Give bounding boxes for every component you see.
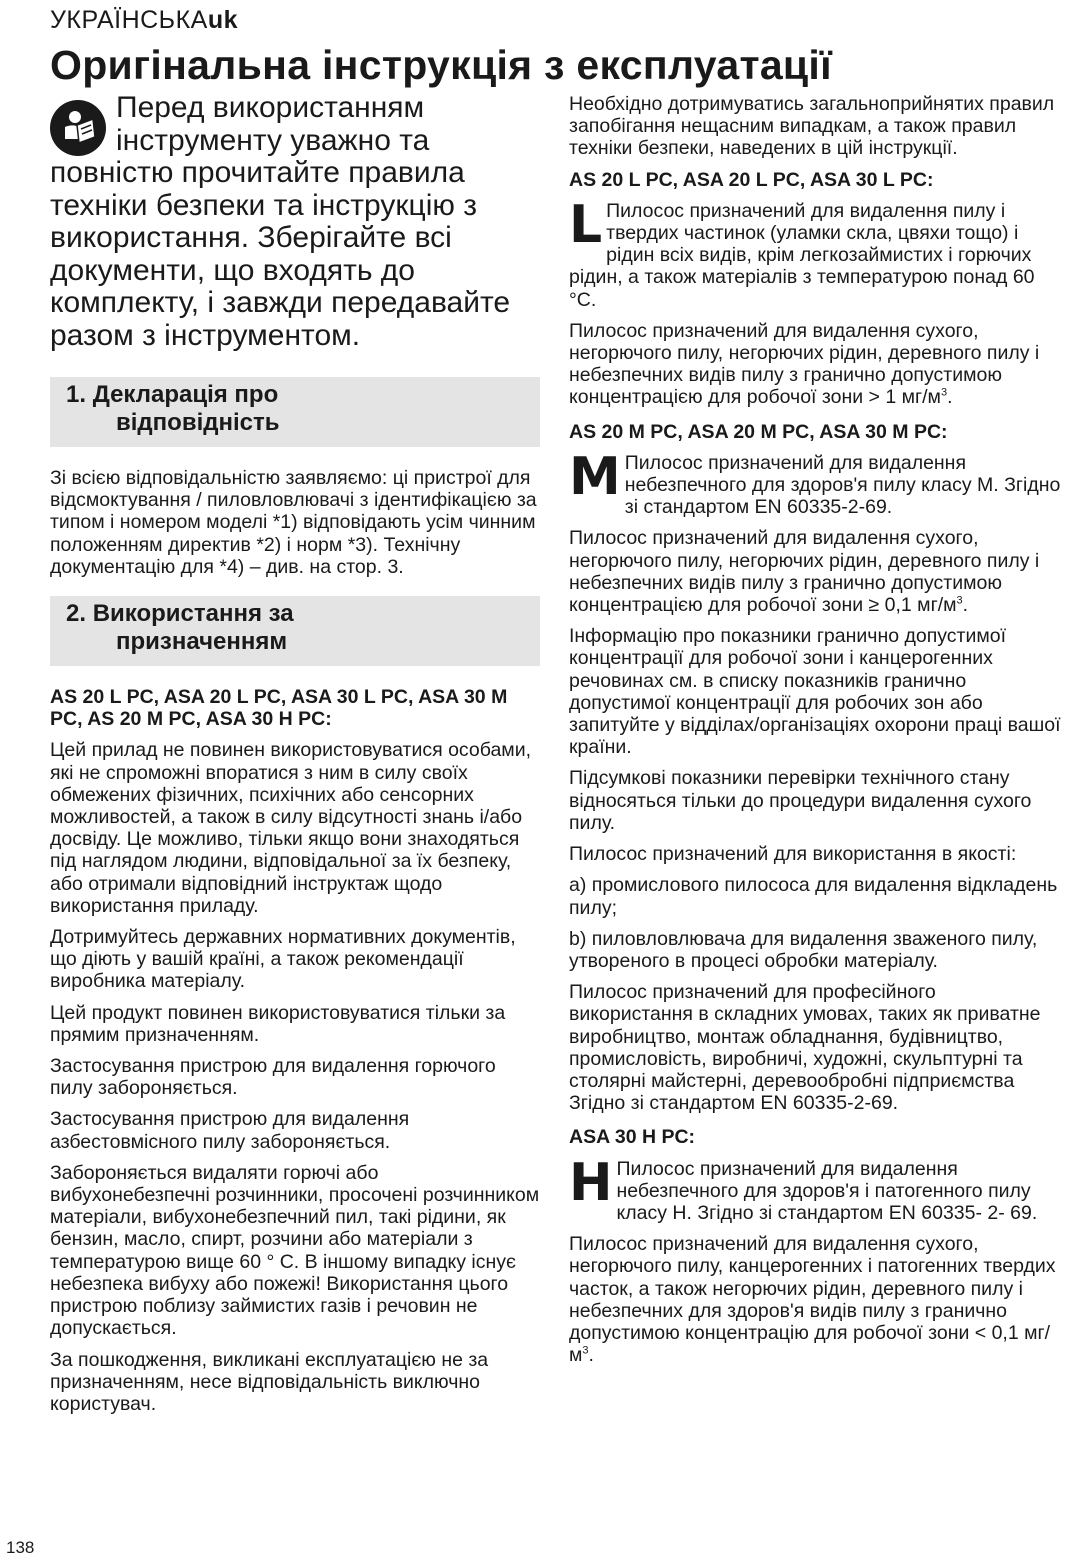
- class-m-text-4: Підсумкові показники перевірки технічного стану відносяться тільки до процедури видалення сухого пилу.: [569, 767, 1032, 834]
- section-1-number: 1.: [66, 381, 87, 408]
- dust-class-h-icon: H: [569, 1152, 613, 1213]
- class-l-heading: AS 20 L PC, ASA 20 L PC, ASA 30 L PC:: [569, 168, 934, 191]
- class-m-description: Пилосос призначений для видалення небезпечного для здоров'я пилу класу M. Згідно зі стандартом EN 60335-2-69.: [624, 451, 1061, 519]
- intro-text: Перед використанням інструменту уважно та повністю прочитайте правила техніки безпеки та інструкцію з використання. Зберігайте всі документи, що входять до комплекту, і завжди передавайте разом з інструментом.: [50, 91, 511, 352]
- language-header: [50, 6, 238, 35]
- section-2-heading: [50, 596, 540, 666]
- usage-paragraph: Цей прилад не повинен використовуватися особами, які не спроможні впоратися з ним в силу своїх обмежених фізичних, психічних або сенсорних можливостей, а також в силу відсутності знань і/або досвіду. Це можливо, тільки якщо вони знаходяться під наглядом людини, відповідальної за їх безпеку, або отримали відповідний інструктаж щодо використання приладу.: [50, 739, 532, 917]
- class-h-heading: ASA 30 H PC:: [569, 1126, 696, 1149]
- class-m-heading: AS 20 M PC, ASA 20 M PC, ASA 30 M PC:: [569, 420, 948, 443]
- section-2-number: 2.: [66, 600, 87, 628]
- class-m-text-8: Пилосос призначений для професійного використання в складних умовах, таких як приватне виробництво, монтаж обладнання, будівництво, промисловість, виробничі, художні, скульптурні та столярні майстерні, деревообробні підприємства Згідно зі стандартом EN 60335-2-69.: [569, 981, 1041, 1115]
- class-l-text: [569, 194, 1064, 311]
- section-1-heading: [50, 377, 540, 447]
- left-column: [50, 92, 540, 1424]
- manual-reader-icon: [50, 100, 106, 156]
- dust-class-m-icon: M: [569, 446, 621, 507]
- language-code: uk: [207, 6, 239, 34]
- declaration-text: Зі всією відповідальністю заявляємо: ці пристрої для відсмоктування / пиловловлювачі з ідентифікацією за типом і номером моделі *1) відповідають усім чинним положенням директив *2) і норм *3). Технічну документацію для *4) – див. на стор. 3.: [50, 467, 537, 578]
- class-h-text-2: Пилосос призначений для видалення сухого, негорючого пилу, канцерогенних і патогенних твердих часток, а також негорючих рідин, деревного пилу і небезпечних для здоров'я видів пилу з гранично допустимою концентрацію для робочої зони < 0,1 $мг/м^3$.: [569, 1233, 1056, 1367]
- right-column: [569, 93, 1064, 1375]
- section-1-title-line2: відповідність: [116, 409, 280, 436]
- general-safety-text: Необхідно дотримуватись загальноприйнятих правил запобігання нещасним випадкам, а також правил техніки безпеки, наведених в цій інструкції.: [569, 93, 1055, 160]
- class-m-text-3: Інформацію про показники гранично допустимої концентрації для робочої зони і канцерогенних речовинах см. в списку показників гранично допустимої концентрації для робочих зон або запитуйте у відділах/організаціях охорони праці вашої країни.: [569, 625, 1061, 759]
- models-heading: AS 20 L PC, ASA 20 L PC, ASA 30 L PC, ASA 30 M PC, AS 20 M PC, ASA 30 H PC:: [50, 686, 508, 731]
- usage-paragraph: За пошкодження, викликані експлуатацією не за призначенням, несе відповідальність виключно користувач.: [50, 1348, 489, 1415]
- class-m-text-2: Пилосос призначений для видалення сухого, негорючого пилу, негорючих рідин, деревного пилу і небезпечних видів пилу з гранично допустимою концентрацією для робочої зони ≥ 0,1 $мг/м^3$.: [569, 527, 1040, 617]
- page-number: 138: [6, 1538, 35, 1557]
- usage-paragraph: Дотримуйтесь державних нормативних документів, що діють у вашій країні, а також рекомендації виробника матеріалу.: [50, 926, 516, 993]
- language-name: УКРАЇНСЬКА: [50, 6, 208, 34]
- usage-paragraph: Застосування пристрою для видалення горючого пилу забороняється.: [50, 1055, 496, 1100]
- dust-class-l-icon: L: [569, 194, 603, 255]
- class-m-text-5: Пилосос призначений для використання в якості:: [569, 843, 1017, 866]
- section-2-title-line2: призначенням: [116, 628, 288, 656]
- page-title: Оригінальна інструкція з експлуатації: [50, 42, 832, 88]
- class-m-text: [569, 446, 1064, 519]
- class-m-text-6: a) промислового пилососа для видалення відкладень пилу;: [569, 874, 1058, 919]
- usage-paragraph: Застосування пристрою для видалення азбестовмісного пилу забороняється.: [50, 1108, 410, 1153]
- class-l-text-2: Пилосос призначений для видалення сухого, негорючого пилу, негорючих рідин, деревного пилу і небезпечних видів пилу з гранично допустимою концентрацією для робочої зони > 1 $мг/м^3$.: [569, 319, 1040, 409]
- usage-paragraph: Цей продукт повинен використовуватися тільки за прямим призначенням.: [50, 1001, 506, 1046]
- class-m-text-7: b) пиловловлювача для видалення зваженого пилу, утвореного в процесі обробки матеріалу.: [569, 927, 1038, 972]
- class-h-text: [569, 1152, 1064, 1225]
- section-1-title-line1: Декларація про: [92, 381, 279, 408]
- class-h-description: Пилосос призначений для видалення небезпечного для здоров'я і патогенного пилу класу H. Згідно зі стандартом EN 60335- 2- 69.: [616, 1157, 1038, 1224]
- section-2-title-line1: Використання за: [92, 600, 294, 628]
- usage-paragraph: Забороняється видаляти горючі або вибухонебезпечні розчинники, просочені розчинником матеріали, вибухонебезпечний пил, такі рідини, як бензин, масло, спирт, розчини або матеріали з температурою вище 60 ° C. В іншому випадку існує небезпека вибуху або пожежі! Використання цього пристрою поблизу займистих газів і речовин не допускається.: [50, 1161, 540, 1340]
- intro-notice: [50, 92, 540, 352]
- class-l-description: Пилосос призначений для видалення пилу і твердих частинок (уламки скла, цвяхи тощо) і рідин всіх видів, крім легкозаймистих і горючих рідин, а також матеріалів з температурою понад 60 °C.: [569, 199, 1035, 311]
